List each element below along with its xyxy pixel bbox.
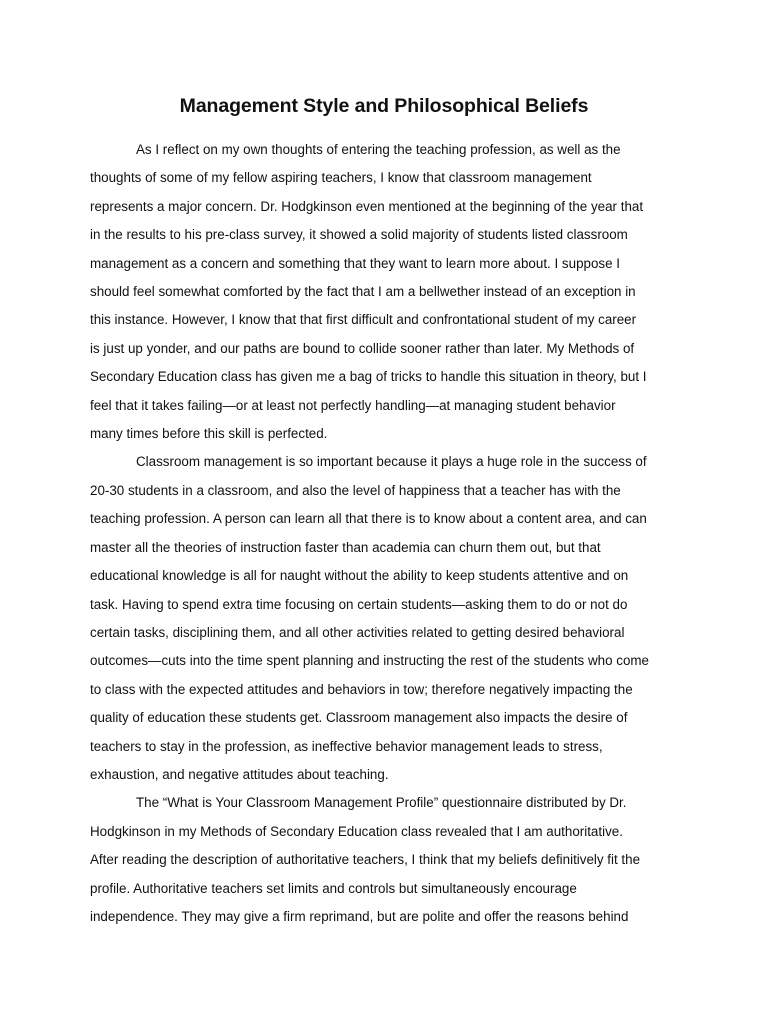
text-line: teachers to stay in the profession, as ineffective behavior management leads to stress, [90, 738, 603, 754]
text-line: teaching profession. A person can learn all that there is to know about a content area, and can [90, 511, 647, 527]
text-line: Secondary Education class has given me a bag of tricks to handle this situation in theory, but I [90, 369, 647, 385]
text-line: should feel somewhat comforted by the fact that I am a bellwether instead of an exception in [90, 284, 636, 300]
text-line: feel that it takes failing—or at least not perfectly handling—at managing student behavior [90, 397, 616, 413]
text-line: thoughts of some of my fellow aspiring teachers, I know that classroom management [90, 170, 592, 186]
text-line: Hodgkinson in my Methods of Secondary Education class revealed that I am authoritative. [90, 823, 623, 839]
text-line: in the results to his pre-class survey, it showed a solid majority of students listed classroom [90, 227, 628, 243]
text-line: independence. They may give a firm reprimand, but are polite and offer the reasons behind [90, 908, 629, 924]
text-line: educational knowledge is all for naught without the ability to keep students attentive and on [90, 568, 629, 584]
text-line: As I reflect on my own thoughts of entering the teaching profession, as well as the [136, 142, 621, 157]
text-line: 20-30 students in a classroom, and also the level of happiness that a teacher has with the [90, 482, 621, 498]
paragraph-3 [90, 789, 680, 931]
text-line: After reading the description of authoritative teachers, I think that my beliefs definitively fit the [90, 852, 641, 868]
text-line: exhaustion, and negative attitudes about teaching. [90, 766, 389, 782]
paragraph-1 [90, 136, 680, 448]
text-line: to class with the expected attitudes and behaviors in tow; therefore negatively impacting the [90, 681, 633, 697]
text-line: many times before this skill is perfected. [90, 426, 328, 442]
text-line: task. Having to spend extra time focusing on certain students—asking them to do or not do [90, 596, 628, 612]
document-body [90, 136, 680, 931]
text-line: outcomes—cuts into the time spent planning and instructing the rest of the students who come [90, 653, 650, 669]
text-line: Classroom management is so important because it plays a huge role in the success of [136, 454, 647, 470]
paragraph-2 [90, 448, 680, 789]
text-line: this instance. However, I know that that first difficult and confrontational student of my career [90, 312, 637, 328]
text-line: represents a major concern. Dr. Hodgkinson even mentioned at the beginning of the year that [90, 198, 644, 214]
text-line: certain tasks, disciplining them, and all other activities related to getting desired behavioral [90, 624, 625, 640]
text-line: The “What is Your Classroom Management Profile” questionnaire distributed by Dr. [136, 795, 627, 811]
text-line: is just up yonder, and our paths are bound to collide sooner rather than later. My Methods of [90, 340, 635, 356]
text-line: master all the theories of instruction faster than academia can churn them out, but that [90, 539, 601, 555]
page-title: Management Style and Philosophical Beliefs [179, 95, 589, 117]
text-line: management as a concern and something that they want to learn more about. I suppose I [90, 255, 620, 271]
text-line: quality of education these students get. Classroom management also impacts the desire of [90, 710, 628, 726]
text-line: profile. Authoritative teachers set limits and controls but simultaneously encourage [90, 880, 577, 896]
